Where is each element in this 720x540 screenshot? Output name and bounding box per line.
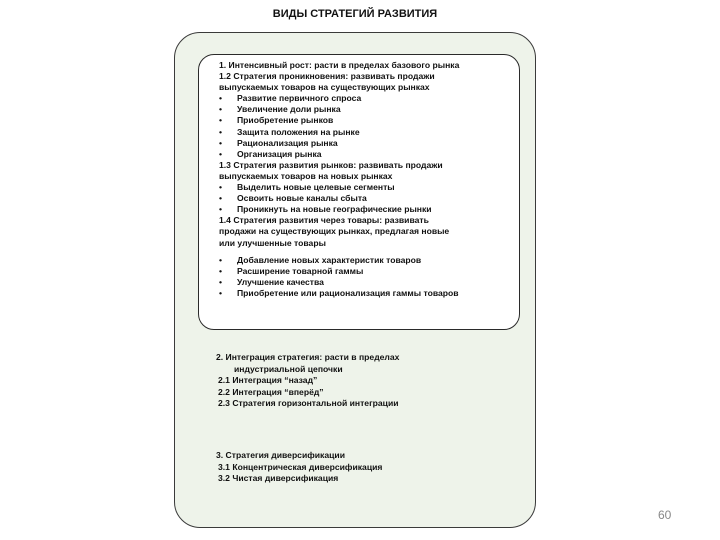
bullet-item: • Увеличение доли рынка bbox=[219, 104, 513, 115]
slide bbox=[160, 24, 550, 530]
section-heading: 3. Стратегия диверсификации bbox=[216, 450, 345, 460]
text-line: 1.3 Стратегия развития рынков: развивать продажи bbox=[219, 159, 443, 170]
bullet-item: • Рационализация рынка bbox=[219, 138, 513, 149]
list-item: 2.2 Интеграция “вперёд” bbox=[218, 386, 324, 397]
section-heading: 2. Интеграция стратегия: расти в пределах bbox=[216, 352, 400, 362]
text-line: 1.2 Стратегия проникновения: развивать продажи bbox=[219, 71, 435, 82]
bullet-item: • Расширение товарной гаммы bbox=[219, 266, 513, 277]
bullet-item: • Улучшение качества bbox=[219, 277, 513, 288]
text-line: выпускаемых товаров на существующих рынках bbox=[219, 82, 430, 93]
section-heading-continued: индустриальной цепочки bbox=[234, 363, 343, 374]
bullet-item: • Развитие первичного спроса bbox=[219, 93, 513, 104]
text-line: 1. Интенсивный рост: расти в пределах базового рынка bbox=[219, 60, 460, 70]
bullet-item: • Освоить новые каналы сбыта bbox=[219, 193, 513, 204]
page-number: 60 bbox=[658, 508, 672, 522]
bullet-item: • Выделить новые целевые сегменты bbox=[219, 182, 513, 193]
bullet-item: • Проникнуть на новые географические рынки bbox=[219, 204, 513, 215]
slide-title: ВИДЫ СТРАТЕГИЙ РАЗВИТИЯ bbox=[272, 8, 438, 20]
list-item: 3.1 Концентрическая диверсификация bbox=[218, 461, 383, 472]
text-line: или улучшенные товары bbox=[219, 237, 326, 248]
text-line: 1.4 Стратегия развития через товары: развивать bbox=[219, 215, 429, 226]
list-item: 2.1 Интеграция “назад” bbox=[218, 375, 318, 385]
text-line: продажи на существующих рынках, предлагая новые bbox=[219, 226, 450, 237]
bullet-item: • Приобретение или рационализация гаммы товаров bbox=[219, 288, 513, 299]
section-diversification bbox=[216, 450, 516, 485]
intensive-growth-box bbox=[198, 54, 520, 330]
list-item: 2.3 Стратегия горизонтальной интеграции bbox=[218, 398, 399, 408]
list-item: 3.2 Чистая диверсификация bbox=[218, 473, 339, 483]
bullet-item: • Организация рынка bbox=[219, 149, 513, 160]
text-line: выпускаемых товаров на новых рынках bbox=[219, 170, 393, 181]
bullet-item: • Защита положения на рынке bbox=[219, 127, 513, 138]
bullet-item: • Приобретение рынков bbox=[219, 115, 513, 126]
bullet-item: • Добавление новых характеристик товаров bbox=[219, 255, 513, 266]
section-integration bbox=[216, 352, 516, 410]
